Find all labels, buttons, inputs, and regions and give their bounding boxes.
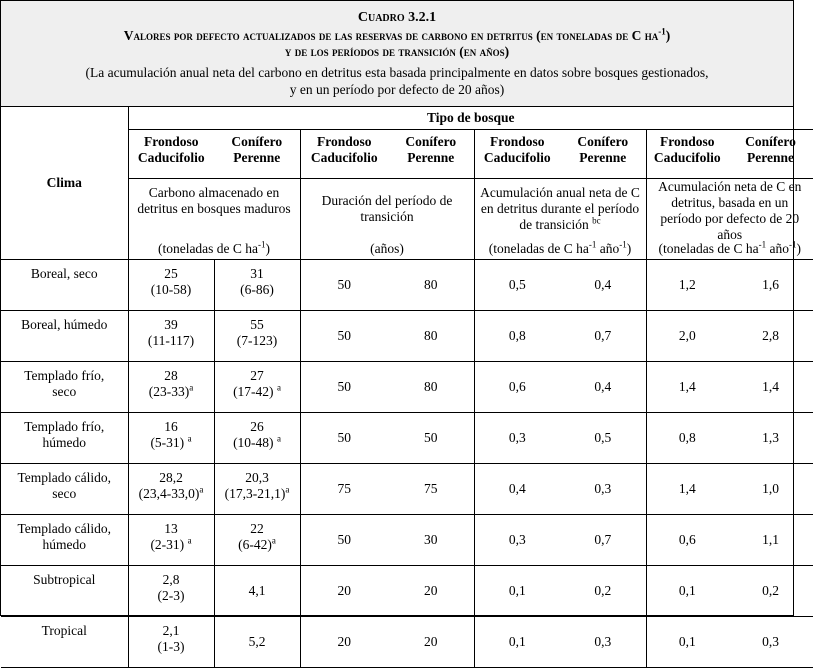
transition-caducifolio-cell: 50 — [300, 362, 388, 413]
conifero-stock-cell: 55 (7-123) — [214, 311, 300, 362]
caducifolio-stock-cell: 25 (10-58) — [128, 260, 214, 311]
conifero-stock-cell: 4,1 — [214, 566, 300, 617]
table-row — [1, 464, 813, 515]
table-row — [1, 617, 813, 668]
transition-perenne-cell: 50 — [388, 413, 474, 464]
table-row — [1, 413, 813, 464]
conifero-stock-cell: 5,2 — [214, 617, 300, 668]
table-note — [1, 64, 793, 98]
net-caducifolio-cell: 0,8 — [646, 413, 728, 464]
transition-caducifolio-cell: 50 — [300, 260, 388, 311]
net-perenne-cell: 1,6 — [728, 260, 813, 311]
unit-toneladas-ano-2: (toneladas de C $ha^{-1}$ año$^{-1}$) — [647, 241, 813, 257]
caducifolio-stock-cell: 39 (11-117) — [128, 311, 214, 362]
transition-perenne-cell: 30 — [388, 515, 474, 566]
species-caducifolio-1: Frondoso Caducifolio — [128, 130, 214, 179]
clima-cell: Subtropical — [1, 566, 128, 617]
unit-anos: (años) — [301, 241, 474, 257]
species-caducifolio-4: Frondoso Caducifolio — [646, 130, 728, 179]
clima-cell: Boreal, seco — [1, 260, 128, 311]
net-perenne-cell: 1,4 — [728, 362, 813, 413]
subtitle-line1-end: ) — [666, 28, 671, 43]
note-line1: (La acumulación anual neta del carbono en detritus esta basada principalmente en datos sobre bosques gestionados, — [85, 65, 708, 80]
table-row — [1, 566, 813, 617]
caducifolio-stock-cell: 28 $(23-33)^a$ — [128, 362, 214, 413]
annual-caducifolio-cell: 0,5 — [474, 260, 560, 311]
annual-caducifolio-cell: 0,6 — [474, 362, 560, 413]
clima-cell: Templado frío, húmedo — [1, 413, 128, 464]
desc-acumulacion-neta: Acumulación neta de C en detritus, basada en un período por defecto de 20 años (toneladas de C $ha^{-1}$ año$^{-1}$) — [646, 179, 813, 260]
net-caducifolio-cell: 1,2 — [646, 260, 728, 311]
transition-caducifolio-cell: 20 — [300, 566, 388, 617]
caducifolio-stock-cell: 2,8 (2-3) — [128, 566, 214, 617]
net-perenne-cell: 2,8 — [728, 311, 813, 362]
annual-perenne-cell: 0,2 — [560, 566, 646, 617]
desc-carbono-almacenado: Carbono almacenado en detritus en bosques maduros (toneladas de C $ha^{-1}$) — [128, 179, 300, 260]
annual-perenne-cell: 0,5 — [560, 413, 646, 464]
conifero-stock-cell: 26 (10-48) $^a$ — [214, 413, 300, 464]
species-perenne-4: Conífero Perenne — [728, 130, 813, 179]
data-table — [1, 107, 813, 668]
desc-acumulacion-anual: Acumulación anual neta de C en detritus durante el período de transición $^{bc}$ (toneladas de C $ha^{-1}$ año$^{-1}$) — [474, 179, 646, 260]
annual-perenne-cell: 0,3 — [560, 617, 646, 668]
net-caducifolio-cell: 0,6 — [646, 515, 728, 566]
annual-caducifolio-cell: 0,8 — [474, 311, 560, 362]
table-body — [1, 260, 813, 668]
transition-perenne-cell: 20 — [388, 617, 474, 668]
table-caption — [1, 1, 793, 107]
transition-caducifolio-cell: 50 — [300, 413, 388, 464]
unit-toneladas-ano: (toneladas de C $ha^{-1}$ año$^{-1}$) — [475, 241, 646, 257]
header-row-tipo — [1, 107, 813, 130]
desc-duracion-transicion: Duración del período de transición (años) — [300, 179, 474, 260]
note-line2: y en un período por defecto de 20 años) — [290, 82, 504, 97]
annual-caducifolio-cell: 0,1 — [474, 566, 560, 617]
annual-perenne-cell: 0,3 — [560, 464, 646, 515]
subtitle-line1: Valores por defecto actualizados de las reservas de carbono en detritus (en toneladas de C ha — [124, 28, 658, 43]
net-caducifolio-cell: 0,1 — [646, 617, 728, 668]
net-perenne-cell: 1,1 — [728, 515, 813, 566]
net-perenne-cell: 0,2 — [728, 566, 813, 617]
clima-cell: Templado cálido, húmedo — [1, 515, 128, 566]
transition-perenne-cell: 80 — [388, 311, 474, 362]
conifero-stock-cell: 27 (17-42) $^a$ — [214, 362, 300, 413]
clima-cell: Boreal, húmedo — [1, 311, 128, 362]
annual-perenne-cell: 0,4 — [560, 260, 646, 311]
caducifolio-stock-cell: 28,2 $(23,4-33,0)^a$ — [128, 464, 214, 515]
transition-perenne-cell: 80 — [388, 260, 474, 311]
net-perenne-cell: 1,0 — [728, 464, 813, 515]
annual-caducifolio-cell: 0,1 — [474, 617, 560, 668]
transition-perenne-cell: 20 — [388, 566, 474, 617]
caducifolio-stock-cell: 13 (2-31) $^a$ — [128, 515, 214, 566]
table-row — [1, 260, 813, 311]
caducifolio-stock-cell: 16 (5-31) $^a$ — [128, 413, 214, 464]
annual-caducifolio-cell: 0,4 — [474, 464, 560, 515]
annual-perenne-cell: 0,7 — [560, 311, 646, 362]
annual-perenne-cell: 0,4 — [560, 362, 646, 413]
unit-toneladas: (toneladas de C $ha^{-1}$) — [129, 241, 300, 257]
annual-caducifolio-cell: 0,3 — [474, 515, 560, 566]
clima-cell: Templado cálido, seco — [1, 464, 128, 515]
table-title: Cuadro 3.2.1 — [1, 9, 793, 26]
clima-header: Clima — [1, 107, 128, 260]
table-row — [1, 311, 813, 362]
species-caducifolio-3: Frondoso Caducifolio — [474, 130, 560, 179]
net-caducifolio-cell: 2,0 — [646, 311, 728, 362]
transition-perenne-cell: 75 — [388, 464, 474, 515]
species-perenne-2: Conífero Perenne — [388, 130, 474, 179]
annual-caducifolio-cell: 0,3 — [474, 413, 560, 464]
net-caducifolio-cell: 0,1 — [646, 566, 728, 617]
annual-perenne-cell: 0,7 — [560, 515, 646, 566]
table-subtitle — [1, 28, 793, 60]
transition-perenne-cell: 80 — [388, 362, 474, 413]
clima-cell: Tropical — [1, 617, 128, 668]
species-perenne-3: Conífero Perenne — [560, 130, 646, 179]
transition-caducifolio-cell: 50 — [300, 311, 388, 362]
conifero-stock-cell: 31 (6-86) — [214, 260, 300, 311]
transition-caducifolio-cell: 50 — [300, 515, 388, 566]
subtitle-sup: -1 — [658, 27, 666, 37]
table-row — [1, 362, 813, 413]
conifero-stock-cell: 20,3 $(17,3-21,1)^a$ — [214, 464, 300, 515]
net-caducifolio-cell: 1,4 — [646, 464, 728, 515]
transition-caducifolio-cell: 75 — [300, 464, 388, 515]
subtitle-line2: y de los períodos de transición (en años) — [285, 44, 509, 59]
net-perenne-cell: 1,3 — [728, 413, 813, 464]
conifero-stock-cell: 22 $(6-42)^a$ — [214, 515, 300, 566]
species-caducifolio-2: Frondoso Caducifolio — [300, 130, 388, 179]
species-perenne-1: Conífero Perenne — [214, 130, 300, 179]
net-perenne-cell: 0,3 — [728, 617, 813, 668]
net-caducifolio-cell: 1,4 — [646, 362, 728, 413]
tipo-de-bosque-header: Tipo de bosque — [128, 107, 813, 130]
clima-cell: Templado frío, seco — [1, 362, 128, 413]
caducifolio-stock-cell: 2,1 (1-3) — [128, 617, 214, 668]
table-row — [1, 515, 813, 566]
transition-caducifolio-cell: 20 — [300, 617, 388, 668]
